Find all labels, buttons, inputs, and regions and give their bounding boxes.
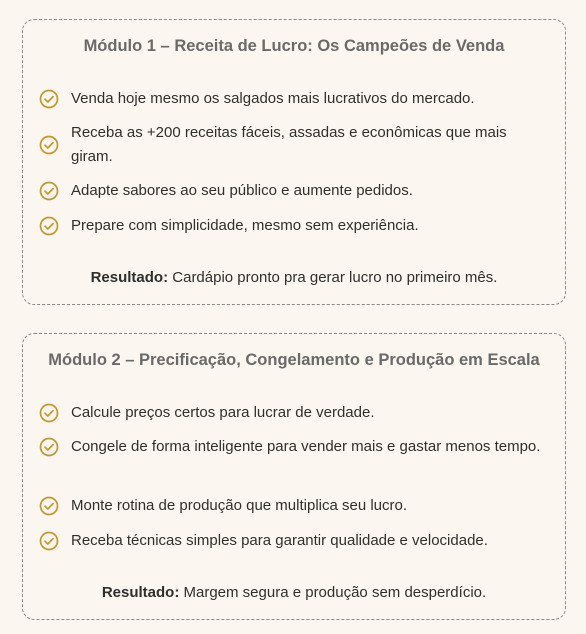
check-circle-icon (39, 181, 59, 201)
module-2-item-2 (39, 435, 551, 459)
module-2-result (23, 584, 565, 601)
check-circle-icon (39, 403, 59, 423)
module-2-item-4 (39, 529, 551, 553)
module-2-item-1 (39, 401, 551, 425)
module-1-result-text: Cardápio pronto pra gerar lucro no primeiro mês. (172, 269, 498, 286)
module-1-item-4-text: Prepare com simplicidade, mesmo sem experiência. (71, 217, 419, 234)
module-1-item-2 (39, 121, 551, 169)
module-2-result-label: Resultado: (101, 584, 180, 601)
module-2-title: Módulo 2 – Precificação, Congelamento e Produção em Escala (48, 351, 540, 369)
module-1-item-1 (39, 87, 551, 111)
check-circle-icon (39, 437, 59, 457)
check-circle-icon (39, 531, 59, 551)
module-1-result (23, 269, 565, 286)
module-1-card (22, 19, 566, 305)
module-2-item-4-text: Receba técnicas simples para garantir qualidade e velocidade. (71, 532, 488, 549)
module-2-item-3 (39, 494, 551, 518)
check-circle-icon (39, 496, 59, 516)
module-2-result-text: Margem segura e produção sem desperdício. (183, 584, 487, 601)
check-circle-icon (39, 216, 59, 236)
module-2-item-3-text: Monte rotina de produção que multiplica seu lucro. (71, 497, 408, 514)
module-1-item-3 (39, 179, 551, 203)
module-2-item-1-text: Calcule preços certos para lucrar de verdade. (71, 404, 375, 421)
module-1-item-2-text: Receba as +200 receitas fáceis, assadas e econômicas que mais giram. (71, 124, 507, 165)
module-1-result-label: Resultado: (90, 269, 169, 286)
check-circle-icon (39, 89, 59, 109)
check-circle-icon (39, 135, 59, 155)
module-1-item-4 (39, 214, 551, 238)
module-2-card (22, 333, 566, 620)
module-2-item-2-text: Congele de forma inteligente para vender mais e gastar menos tempo. (71, 438, 541, 455)
module-1-title: Módulo 1 – Receita de Lucro: Os Campeões de Venda (83, 37, 505, 55)
module-1-item-1-text: Venda hoje mesmo os salgados mais lucrativos do mercado. (71, 90, 475, 107)
module-1-item-3-text: Adapte sabores ao seu público e aumente pedidos. (71, 182, 413, 199)
